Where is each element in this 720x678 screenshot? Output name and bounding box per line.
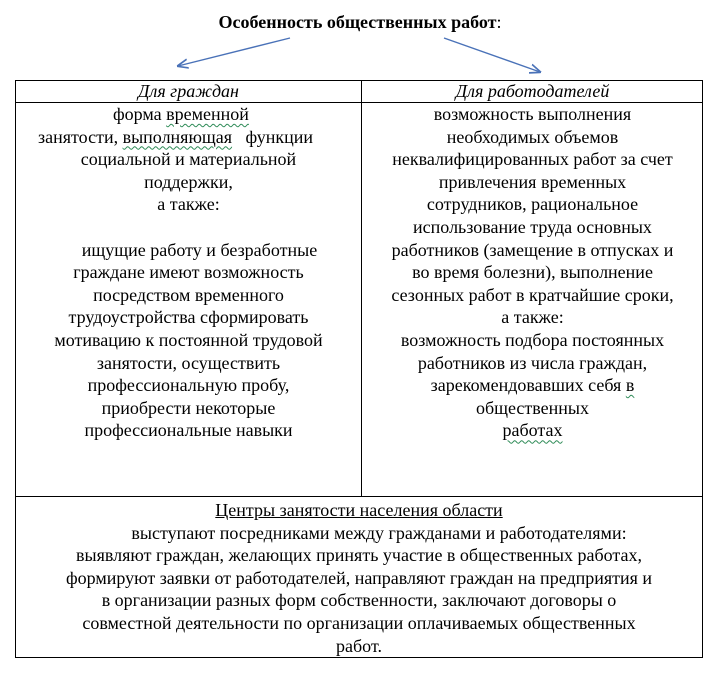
text-line: форма временной [113, 104, 249, 124]
text-line: совместной деятельности по организации оплачиваемых общественных [82, 612, 636, 633]
text-line: приобрести некоторые [101, 397, 276, 418]
text-line: посредством временного [93, 284, 284, 305]
text-line: а также: [157, 194, 220, 215]
text-line: общественных [475, 397, 590, 418]
text-line: использование труда основных [413, 216, 652, 237]
comparison-table [15, 80, 703, 658]
header-for-citizens: Для граждан [138, 81, 239, 101]
arrow-right-icon [444, 38, 540, 72]
text-line: граждане имеют возможность [73, 262, 304, 283]
text-line: зарекомендовавших себя в [430, 375, 635, 396]
title-text: Особенность общественных работ [218, 12, 497, 32]
text-line: а также: [501, 307, 564, 328]
text-line: работников (замещение в отпусках и [391, 239, 674, 260]
bottom-divider [16, 496, 702, 497]
text-line: неквалифицированных работ за счет [392, 149, 673, 170]
citizens-column [16, 103, 361, 442]
text-line: профессиональные навыки [84, 420, 293, 441]
blank-line [16, 216, 361, 239]
text-line: трудоустройства сформировать [68, 307, 309, 328]
text-line: в организации разных форм собственности, заключают договоры о [101, 590, 617, 611]
text-line: поддержки, [144, 171, 233, 192]
text-line: занятости, осуществить [96, 352, 281, 373]
text-line: возможность выполнения [433, 104, 632, 124]
title-colon: : [496, 12, 502, 32]
text-line: формируют заявки от работодателей, направляют граждан на предприятия и [65, 567, 653, 588]
text-line: необходимых объемов [446, 126, 619, 147]
text-line: выявляют граждан, желающих принять участие в общественных работах, [76, 545, 642, 566]
section-heading: Центры занятости населения области [215, 500, 503, 520]
text-line: сотрудников, рациональное [426, 194, 639, 215]
text-line: работ. [336, 635, 382, 656]
header-for-employers: Для работодателей [455, 81, 610, 101]
text-line: мотивацию к постоянной трудовой [54, 329, 323, 350]
arrow-left-icon [178, 38, 290, 66]
arrows-diagram [0, 0, 720, 80]
text-line: социальной и материальной [80, 149, 297, 170]
text-line: сезонных работ в кратчайшие сроки, [391, 284, 674, 305]
employment-centers-section [16, 499, 702, 657]
text-line: работников из числа граждан, [417, 352, 648, 373]
text-line: профессиональную пробу, [87, 375, 290, 396]
text-line: возможность подбора постоянных [400, 329, 665, 350]
text-line: работах [502, 420, 563, 441]
text-line: выступают посредниками между гражданами и работодателями: [131, 522, 627, 543]
text-line: привлечения временных [438, 171, 627, 192]
text-line: занятости, выполняющая функции [38, 126, 314, 147]
employers-column [362, 103, 703, 442]
text-line: ищущие работу и безработные [81, 239, 318, 260]
text-line: во время болезни), выполнение [412, 262, 653, 283]
